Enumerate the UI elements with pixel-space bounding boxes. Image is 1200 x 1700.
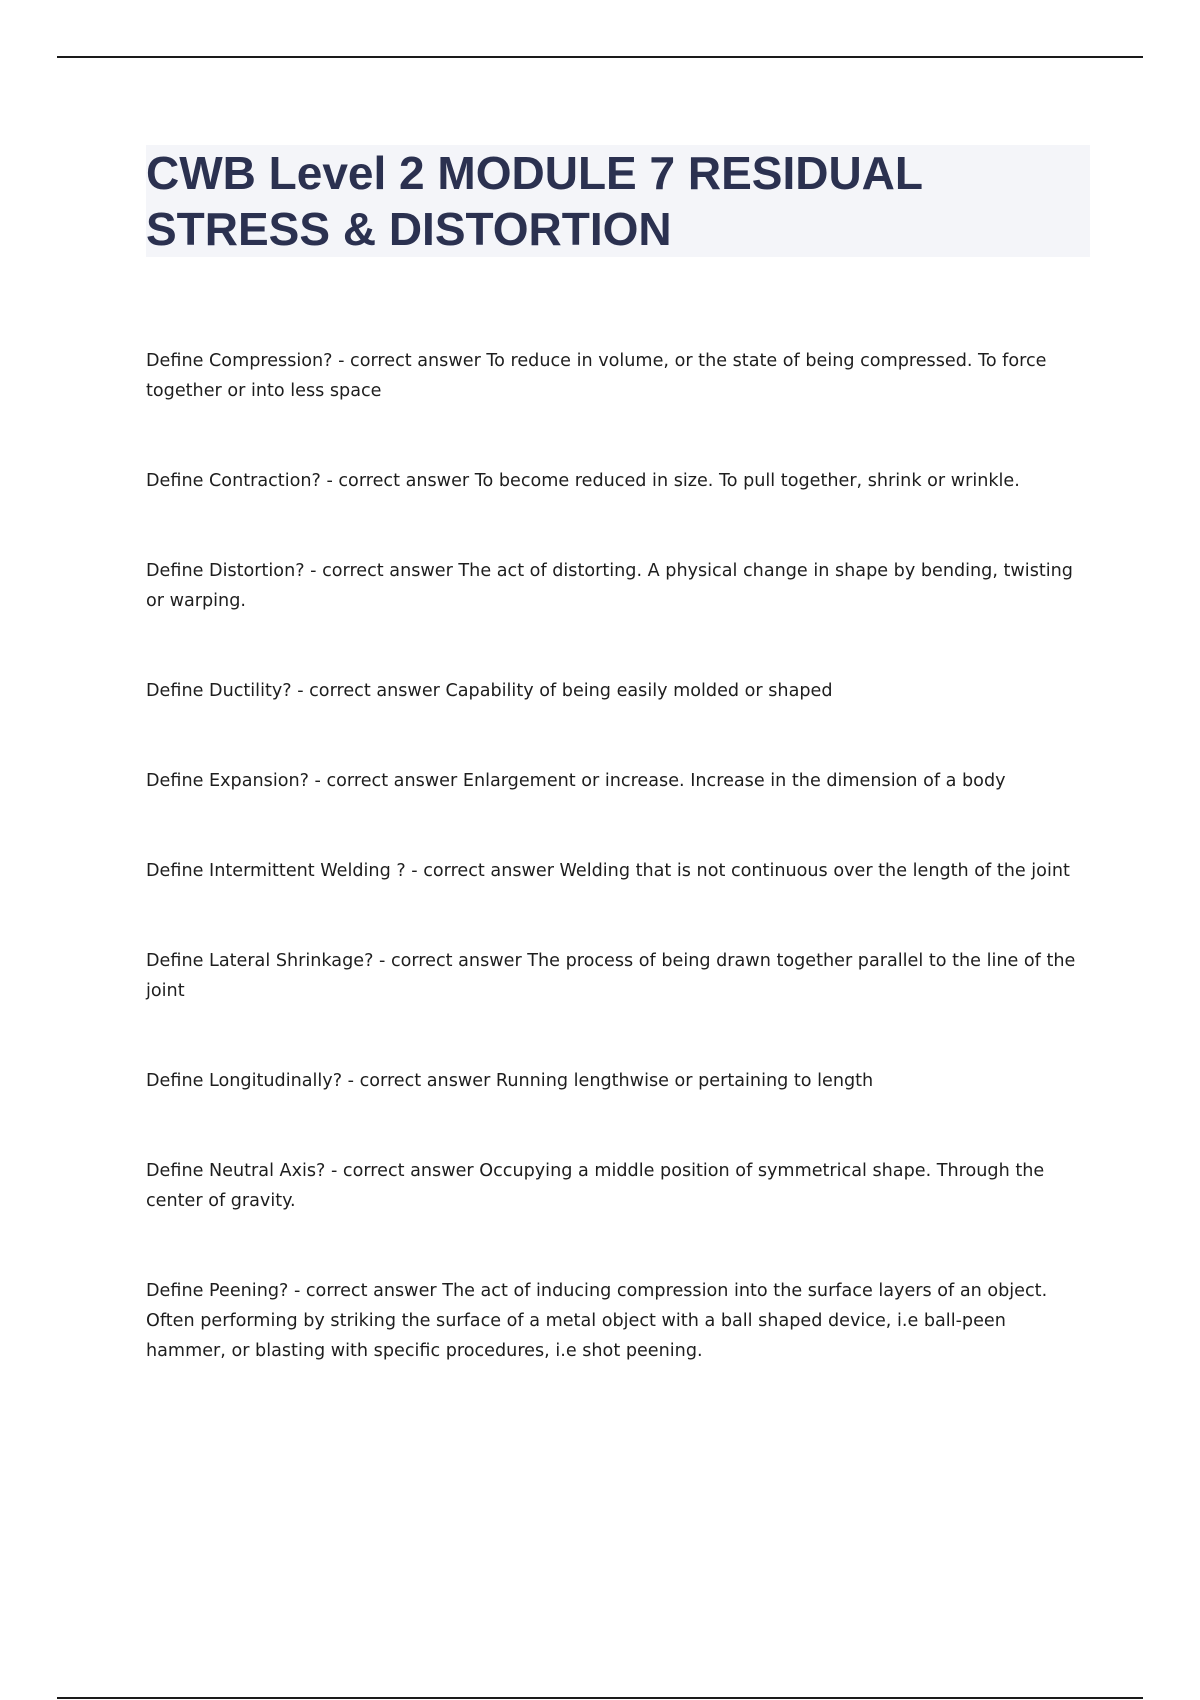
definition-item-lateral-shrinkage: Define Lateral Shrinkage? - correct answer The process of being drawn together parallel to the line of the joint [146, 951, 1076, 1001]
definition-item-peening: Define Peening? - correct answer The act of inducing compression into the surface layers of an object. Often performing by striking the surface of a metal object with a ball shaped device, i.e ball-peen hammer, or blasting with specific procedures, i.e shot peening. [146, 1281, 1048, 1361]
definition-item-intermittent-welding: Define Intermittent Welding ? - correct answer Welding that is not continuous over the length of the joint [146, 861, 1070, 881]
definition-item-longitudinally: Define Longitudinally? - correct answer Running lengthwise or pertaining to length [146, 1071, 874, 1091]
definition-list [146, 346, 1090, 1426]
definition-item-expansion: Define Expansion? - correct answer Enlargement or increase. Increase in the dimension of a body [146, 771, 1006, 791]
definition-item-contraction: Define Contraction? - correct answer To become reduced in size. To pull together, shrink or wrinkle. [146, 471, 1020, 491]
document-title: CWB Level 2 MODULE 7 RESIDUAL STRESS & DISTORTION [146, 147, 923, 255]
definition-item-ductility: Define Ductility? - correct answer Capability of being easily molded or shaped [146, 681, 833, 701]
definition-item-neutral-axis: Define Neutral Axis? - correct answer Occupying a middle position of symmetrical shape. Through the center of gravity. [146, 1161, 1045, 1211]
definition-item-compression: Define Compression? - correct answer To reduce in volume, or the state of being compressed. To force together or into less space [146, 351, 1047, 401]
top-rule [57, 56, 1143, 58]
title-banner [146, 145, 1090, 257]
definition-item-distortion: Define Distortion? - correct answer The act of distorting. A physical change in shape by bending, twisting or warping. [146, 561, 1073, 611]
bottom-rule [57, 1697, 1143, 1699]
